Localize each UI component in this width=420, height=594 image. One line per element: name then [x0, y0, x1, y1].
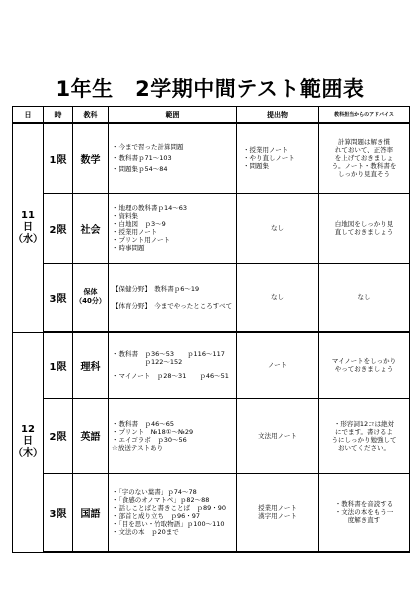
day-cell-11 [13, 123, 44, 332]
period-cell: 3限 [44, 263, 73, 332]
advice-cell [319, 473, 410, 552]
table-row [13, 398, 410, 473]
header-submission: 提出物 [237, 107, 319, 124]
submission-item: 漢字用ノート [258, 512, 297, 521]
range-item: ・問題集ｐ54～84 [112, 165, 168, 174]
advice-line: れておいて、正答率 [334, 146, 394, 155]
period-cell: 1限 [44, 123, 73, 193]
page-title: 1年生 2学期中間テスト範囲表 [55, 77, 365, 101]
range-item: ・プリント用ノート [112, 236, 171, 244]
range-item: ・授業用ノート [112, 228, 158, 236]
table-row [13, 473, 410, 552]
advice-line: ・文法の本をもう一 [334, 508, 394, 517]
submission-cell: なし [237, 263, 319, 332]
header-day: 日 [13, 107, 44, 124]
subject-cell [73, 263, 109, 332]
advice-cell: なし [319, 263, 410, 332]
range-item: 【体育分野】 今までやったところすべて [112, 301, 233, 310]
range-cell [109, 193, 237, 263]
subject-duration: （40分） [75, 297, 106, 306]
submission-cell [237, 123, 319, 193]
table-row [13, 193, 410, 263]
advice-cell [319, 123, 410, 193]
header-subject: 教科 [73, 107, 109, 124]
advice-line: 計算問題は解き慣 [338, 138, 390, 147]
exam-range-table [12, 106, 410, 553]
submission-item: ・問題集 [243, 162, 269, 171]
range-cell [109, 123, 237, 193]
advice-line: おいてください。 [338, 443, 390, 452]
range-item: ・教科書ｐ71～103 [112, 154, 172, 163]
advice-line: ・形容詞12コは絶対 [333, 419, 395, 428]
advice-line: マイノートをしっかり [331, 357, 397, 366]
range-item: ・文法の本 ｐ20まで [112, 528, 179, 537]
day-number: 11 [21, 209, 35, 221]
submission-item: ・授業用ノート [243, 146, 289, 155]
range-item: ・「食感のオノマトペ」ｐ82～88 [112, 496, 210, 505]
submission-cell [237, 473, 319, 552]
advice-cell [319, 398, 410, 473]
period-cell: 2限 [44, 398, 73, 473]
table-row [13, 332, 410, 398]
submission-cell: ノート [237, 332, 319, 398]
range-item: ・部首と成り立ち ｐ96・97 [112, 512, 201, 521]
range-cell [109, 263, 237, 332]
day-char: 日 [23, 436, 33, 447]
range-item: ・白地図 ｐ3～9 [112, 220, 166, 228]
subject-cell: 社会 [73, 193, 109, 263]
table-header-row [13, 107, 410, 124]
advice-line: にでます。書けるよ [335, 427, 393, 436]
advice-line: う。ノート・教科書を [331, 162, 397, 171]
subject-label: 保体 [83, 288, 98, 297]
advice-line: うにしっかり勉強して [331, 435, 397, 444]
submission-cell: なし [237, 193, 319, 263]
subject-cell: 英語 [73, 398, 109, 473]
advice-line: ・教科書を音読する [334, 500, 394, 509]
range-cell [109, 332, 237, 398]
range-item: ｐ122～152 [112, 358, 183, 367]
header-period: 時 [44, 107, 73, 124]
range-item: ・教科書 ｐ36～53 ｐ116～117 [112, 350, 225, 359]
range-item: ・話しことばと書きことば ｐ89・90 [112, 504, 227, 513]
header-range: 範囲 [109, 107, 237, 124]
range-item: ☆放送テストあり [112, 443, 164, 452]
range-item: ・教科書 ｐ46～65 [112, 419, 175, 428]
advice-line: 度解き直す [347, 516, 381, 525]
range-cell [109, 398, 237, 473]
table-row [13, 263, 410, 332]
range-item: ・資料集 [112, 212, 138, 220]
range-item: ・「目を思い・竹取物語」ｐ100～110 [112, 520, 225, 529]
day-number: 12 [21, 424, 35, 435]
advice-line: を上げておきましょ [334, 154, 394, 163]
advice-line: 直しておきましょう [334, 228, 394, 236]
weekday: （水） [13, 233, 43, 245]
table-row [13, 123, 410, 193]
range-item: ・プリント №18①～№29 [112, 427, 194, 436]
submission-item: 授業用ノート [258, 504, 297, 513]
range-item: ・「字のない葉書」ｐ74～78 [112, 488, 197, 497]
period-cell: 2限 [44, 193, 73, 263]
range-item: 【保健分野】 教科書ｐ6～19 [112, 284, 200, 293]
advice-cell [319, 193, 410, 263]
subject-cell: 数学 [73, 123, 109, 193]
range-item: ・地理の教科書ｐ14～63 [112, 204, 188, 212]
period-cell: 1限 [44, 332, 73, 398]
range-item: ・マイノート ｐ28～31 ｐ46～51 [112, 372, 229, 381]
submission-cell: 文法用ノート [237, 398, 319, 473]
advice-line: しっかり見直そう [338, 170, 390, 179]
day-char: 日 [23, 221, 33, 233]
subject-cell: 国語 [73, 473, 109, 552]
range-item: ・今まで習った計算問題 [112, 143, 184, 152]
advice-line: 白地図をしっかり見 [334, 220, 394, 228]
range-cell [109, 473, 237, 552]
submission-item: ・やり直しノート [243, 154, 295, 163]
advice-line: やっておきましょう [334, 365, 394, 374]
range-item: ・エイゴラボ ｐ30～56 [112, 435, 187, 444]
weekday: （木） [13, 448, 43, 459]
header-advice: 教科担当からのアドバイス [319, 107, 410, 124]
advice-cell [319, 332, 410, 398]
day-cell-12 [13, 332, 44, 552]
subject-cell: 理科 [73, 332, 109, 398]
range-item: ・時事問題 [112, 244, 145, 252]
period-cell: 3限 [44, 473, 73, 552]
